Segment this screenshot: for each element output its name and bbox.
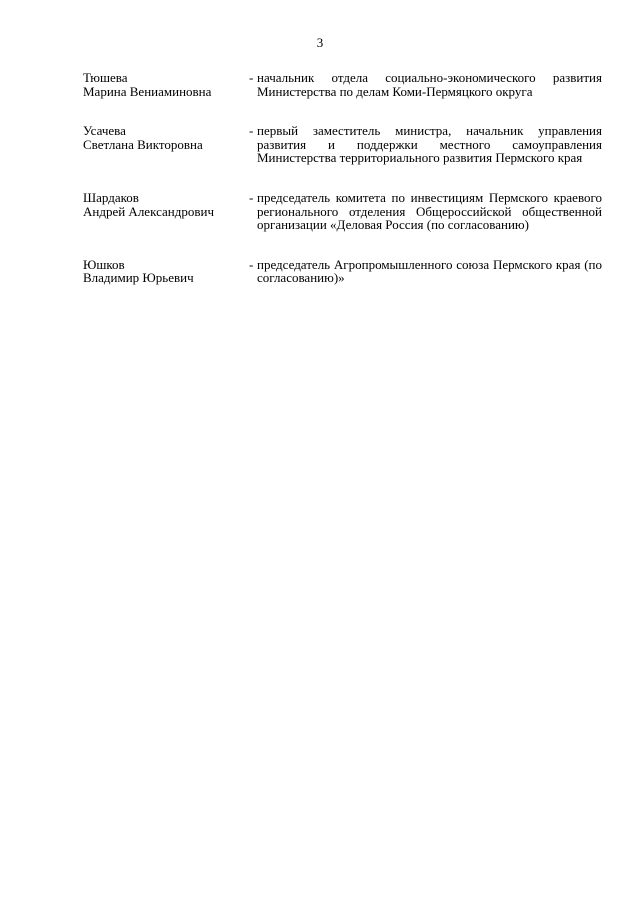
dash-separator: - xyxy=(249,189,254,205)
member-name xyxy=(83,124,249,165)
member-given-names: Светлана Викторовна xyxy=(83,136,203,152)
member-given-names: Владимир Юрьевич xyxy=(83,270,194,286)
member-surname: Юшков xyxy=(83,256,125,272)
page-number: 3 xyxy=(316,35,324,50)
member-given-names: Марина Вениаминовна xyxy=(83,83,212,99)
member-position: начальник отдела социально-экономического развития Министерства по делам Коми-Пермяцкого округа xyxy=(257,70,602,99)
member-surname: Шардаков xyxy=(83,189,139,205)
member-position: первый заместитель министра, начальник управления развития и поддержки местного самоуправления Министерства территориального развития Пермского края xyxy=(257,123,602,166)
member-name xyxy=(83,191,249,232)
list-item xyxy=(83,258,602,285)
dash-separator: - xyxy=(249,70,254,85)
list-item xyxy=(83,71,602,98)
member-surname: Усачева xyxy=(83,123,126,139)
member-name xyxy=(83,258,249,285)
member-surname: Тюшева xyxy=(83,70,128,85)
member-position: председатель Агропромышленного союза Пермского края (по согласованию)» xyxy=(257,256,602,286)
member-position: председатель комитета по инвестициям Пермского краевого регионального отделения Общероссийской общественной организации «Деловая Россия (по согласованию) xyxy=(257,189,602,233)
member-name xyxy=(83,71,249,98)
dash-separator: - xyxy=(249,256,254,272)
list-item xyxy=(83,191,602,232)
member-list xyxy=(83,71,602,311)
list-item xyxy=(83,124,602,165)
member-given-names: Андрей Александрович xyxy=(83,203,214,219)
dash-separator: - xyxy=(249,123,254,139)
